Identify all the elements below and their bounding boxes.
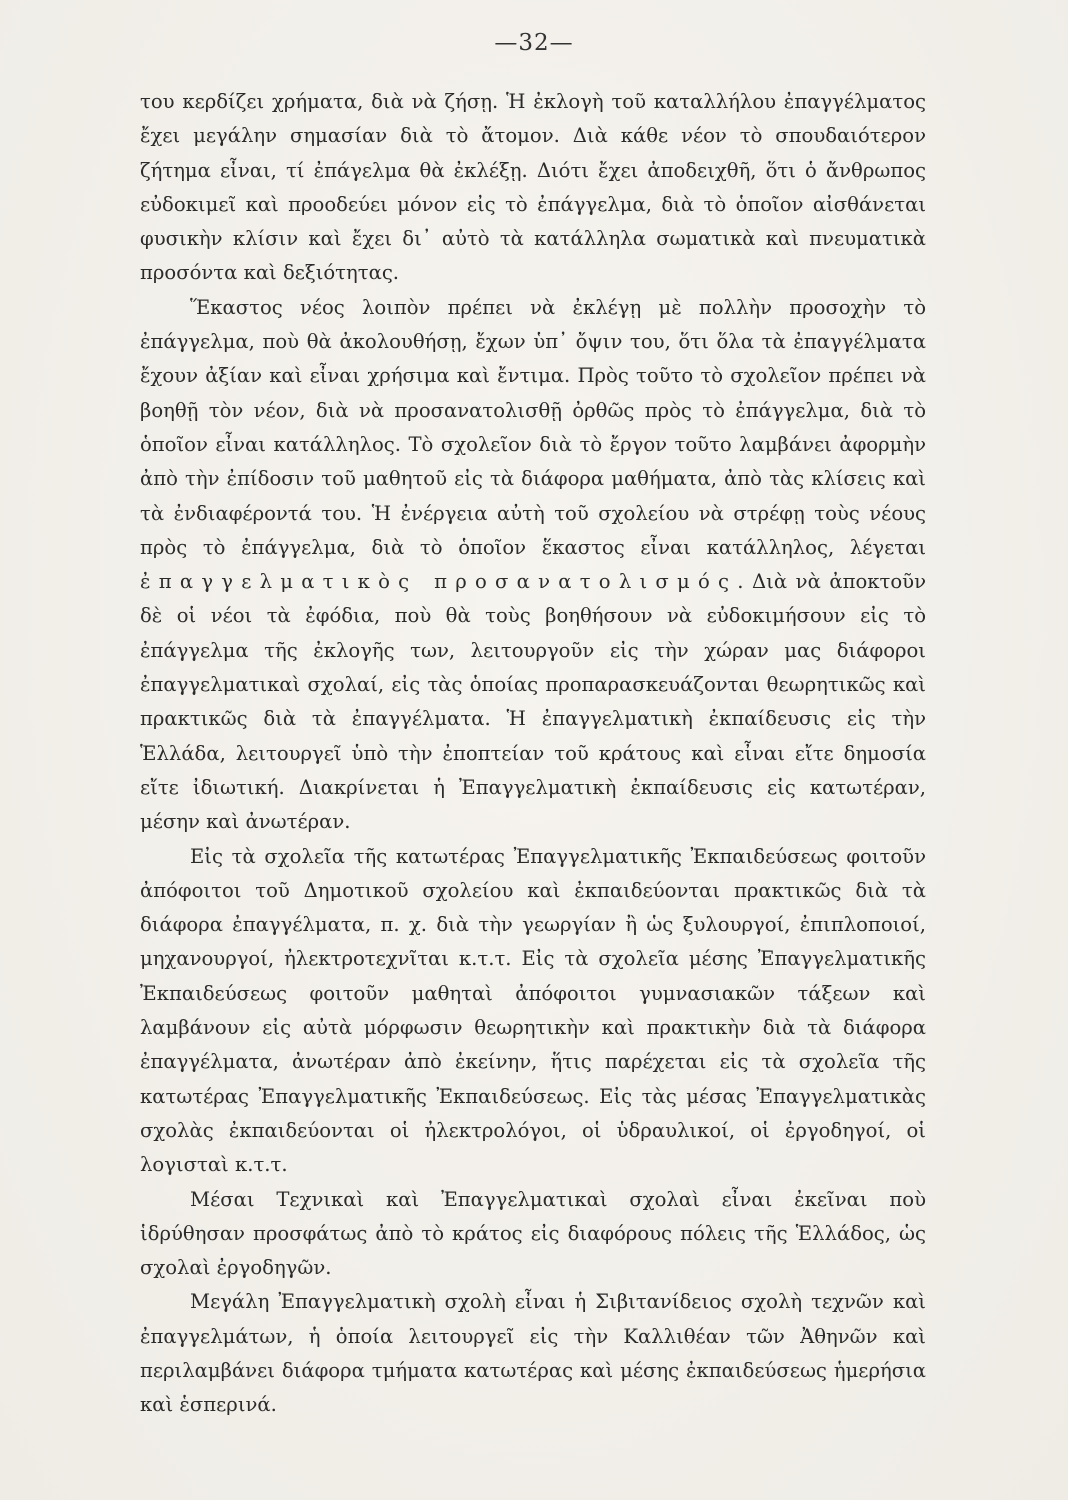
paragraph-2 [140,291,926,840]
paragraph-2-text-before: Ἕκαστος νέος λοιπὸν πρέπει νὰ ἐκλέγῃ μὲ πολλὴν προσοχὴν τὸ ἐπάγγελμα, ποὺ θὰ ἀκολουθήσῃ, ἔχων ὑπ᾽ ὄψιν του, ὅτι ὅλα τὰ ἐπαγγέλματα ἔχουν ἀξίαν καὶ εἶναι χρήσιμα καὶ ἔντιμα. Πρὸς τοῦτο τὸ σχολεῖον πρέπει νὰ βοηθῇ τὸν νέον, διὰ νὰ προσανατολισθῇ ὀρθῶς πρὸς τὸ ἐπάγγελμα, διὰ τὸ ὁποῖον εἶναι κατάλληλος. Τὸ σχολεῖον διὰ τὸ ἔργον τοῦτο λαμβάνει ἀφορμὴν ἀπὸ τὴν ἐπίδοσιν τοῦ μαθητοῦ εἰς τὰ διάφορα μαθήματα, ἀπὸ τὰς κλίσεις καὶ τὰ ἐνδιαφέροντά του. Ἡ ἐνέργεια αὐτὴ τοῦ σχολείου νὰ στρέφῃ τοὺς νέους πρὸς τὸ ἐπάγγελμα, διὰ τὸ ὁποῖον ἕκαστος εἶναι κατάλληλος, λέγεται [140,295,926,559]
paragraph-4: Μέσαι Τεχνικαὶ καὶ Ἐπαγγελματικαὶ σχολαὶ εἶναι ἐκεῖναι ποὺ ἱδρύθησαν προσφάτως ἀπὸ τὸ κράτος εἰς διαφόρους πόλεις τῆς Ἑλλάδος, ὡς σχολαὶ ἐργοδηγῶν. [140,1187,926,1280]
paragraph-3: Εἰς τὰ σχολεῖα τῆς κατωτέρας Ἐπαγγελματικῆς Ἐκπαιδεύσεως φοιτοῦν ἀπόφοιτοι τοῦ Δημοτικοῦ σχολείου καὶ ἐκπαιδεύονται πρακτικῶς διὰ τὰ διάφορα ἐπαγγέλματα, π. χ. διὰ τὴν γεωργίαν ἢ ὡς ξυλουργοί, ἐπιπλοποιοί, μηχανουργοί, ἠλεκτροτεχνῖται κ.τ.τ. Εἰς τὰ σχολεῖα μέσης Ἐπαγγελματικῆς Ἐκπαιδεύσεως φοιτοῦν μαθηταὶ ἀπόφοιτοι γυμνασιακῶν τάξεων καὶ λαμβάνουν εἰς αὐτὰ μόρφωσιν θεωρητικὴν καὶ πρακτικὴν διὰ τὰ διάφορα ἐπαγγέλματα, ἀνωτέραν ἀπὸ ἐκείνην, ἥτις παρέχεται εἰς τὰ σχολεῖα τῆς κατωτέρας Ἐπαγγελματικῆς Ἐκπαιδεύσεως. Εἰς τὰς μέσας Ἐπαγγελματικὰς σχολὰς ἐκπαιδεύονται οἱ ἠλεκτρολόγοι, οἱ ὑδραυλικοί, οἱ ἐργοδηγοί, οἱ λογισταὶ κ.τ.τ. [140,844,926,1177]
paragraph-5: Μεγάλη Ἐπαγγελματικὴ σχολὴ εἶναι ἡ Σιβιτανίδειος σχολὴ τεχνῶν καὶ ἐπαγγελμάτων, ἡ ὁποία λειτουργεῖ εἰς τὴν Καλλιθέαν τῶν Ἀθηνῶν καὶ περιλαμβάνει διάφορα τμήματα κατωτέρας καὶ μέσης ἐκπαιδεύσεως ἡμερήσια καὶ ἑσπερινά. [140,1290,926,1417]
emphasis-term: ἐπαγγελματικὸς προσανατολισμός [140,570,738,594]
paragraph-2-text-after: . Διὰ νὰ ἀποκτοῦν δὲ οἱ νέοι τὰ ἐφόδια, ποὺ θὰ τοὺς βοηθήσουν νὰ εὐδοκιμήσουν εἰς τὸ ἐπάγγελμα τῆς ἐκλογῆς των, λειτουργοῦν εἰς τὴν χώραν μας διάφοροι ἐπαγγελματικαὶ σχολαί, εἰς τὰς ὁποίας προπαρασκευάζονται θεωρητικῶς καὶ πρακτικῶς διὰ τὰ ἐπαγγέλματα. Ἡ ἐπαγγελματικὴ ἐκπαίδευσις εἰς τὴν Ἑλλάδα, λειτουργεῖ ὑπὸ τὴν ἐποπτείαν τοῦ κράτους καὶ εἶναι εἴτε δημοσία εἴτε ἰδιωτική. Διακρίνεται ἡ Ἐπαγγελματικὴ ἐκπαίδευσις εἰς κατωτέραν, μέσην καὶ ἀνωτέραν. [140,570,926,834]
page-number: —32— [494,30,574,56]
paragraph-1: του κερδίζει χρήματα, διὰ νὰ ζήσῃ. Ἡ ἐκλογὴ τοῦ καταλλήλου ἐπαγγέλματος ἔχει μεγάλην σημασίαν διὰ τὸ ἄτομον. Διὰ κάθε νέον τὸ σπουδαιότερον ζήτημα εἶναι, τί ἐπάγελμα θὰ ἐκλέξῃ. Διότι ἔχει ἀποδειχθῆ, ὅτι ὁ ἄνθρωπος εὐδοκιμεῖ καὶ προοδεύει μόνον εἰς τὸ ἐπάγγελμα, διὰ τὸ ὁποῖον αἰσθάνεται φυσικὴν κλίσιν καὶ ἔχει δι᾽ αὐτὸ τὰ κατάλληλα σωματικὰ καὶ πνευματικὰ προσόντα καὶ δεξιότητας. [140,90,926,285]
body-text [140,85,926,1423]
